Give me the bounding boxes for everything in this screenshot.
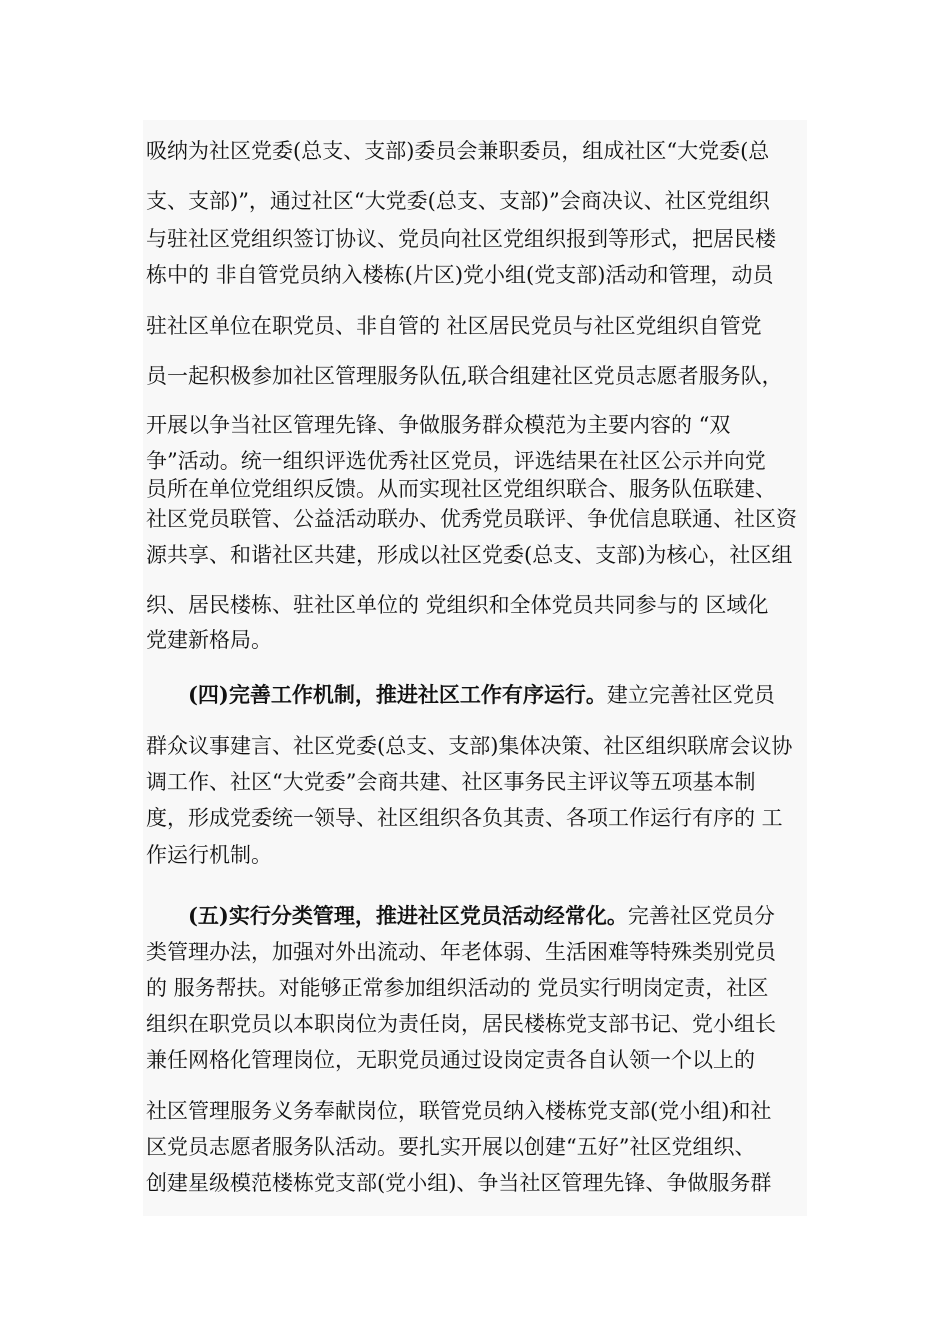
paragraph-line: 创建星级模范楼栋党支部(党小组)、争当社区管理先锋、争做服务群 xyxy=(146,1171,772,1195)
paragraph-line: 社区管理服务义务奉献岗位，联管党员纳入楼栋党支部(党小组)和社 xyxy=(146,1099,772,1123)
paragraph-line: 区党员志愿者服务队活动。要扎实开展以创建“五好”社区党组织、 xyxy=(146,1135,756,1159)
section-5-text: 完善社区党员分 xyxy=(627,904,775,928)
section-5-first-line xyxy=(188,901,806,931)
paragraph-line: 源共享、和谐社区共建，形成以社区党委(总支、支部)为核心，社区组 xyxy=(146,543,793,567)
paragraph-line: 吸纳为社区党委(总支、支部)委员会兼职委员，组成社区“大党委(总 xyxy=(146,139,770,163)
paragraph-line: 驻社区单位在职党员、非自管的 社区居民党员与社区党组织自管党 xyxy=(146,314,762,338)
section-4-text: 建立完善社区党员 xyxy=(606,683,775,707)
paragraph-line: 作运行机制。 xyxy=(146,843,272,867)
paragraph-line: 织、居民楼栋、驻社区单位的 党组织和全体党员共同参与的 区域化 xyxy=(146,593,769,617)
paragraph-line: 度，形成党委统一领导、社区组织各负其责、各项工作运行有序的 工 xyxy=(146,806,783,830)
paragraph-line: 争”活动。统一组织评选优秀社区党员，评选结果在社区公示并向党 xyxy=(146,449,766,473)
paragraph-line: 社区党员联管、公益活动联办、优秀党员联评、争优信息联通、社区资 xyxy=(146,507,797,531)
section-5-heading: (五)实行分类管理，推进社区党员活动经常化。 xyxy=(188,903,628,928)
paragraph-line: 支、支部)”，通过社区“大党委(总支、支部)”会商决议、社区党组织 xyxy=(146,189,770,213)
paragraph-line: 群众议事建言、社区党委(总支、支部)集体决策、社区组织联席会议协 xyxy=(146,734,793,758)
paragraph-line: 与驻社区党组织签订协议、党员向社区党组织报到等形式，把居民楼 xyxy=(146,227,776,251)
paragraph-line: 兼任网格化管理岗位，无职党员通过设岗定责各自认领一个以上的 xyxy=(146,1048,755,1072)
paragraph-line: 的 服务帮扶。对能够正常参加组织活动的 党员实行明岗定责，社区 xyxy=(146,976,769,1000)
paragraph-line: 党建新格局。 xyxy=(146,628,272,652)
paragraph-line: 栋中的 非自管党员纳入楼栋(片区)党小组(党支部)活动和管理，动员 xyxy=(146,263,774,287)
section-4-heading: (四)完善工作机制，推进社区工作有序运行。 xyxy=(188,682,607,707)
section-4-first-line xyxy=(188,680,806,710)
paragraph-line: 员所在单位党组织反馈。从而实现社区党组织联合、服务队伍联建、 xyxy=(146,477,776,501)
paragraph-line: 员一起积极参加社区管理服务队伍,联合组建社区党员志愿者服务队， xyxy=(146,364,783,388)
paragraph-line: 开展以争当社区管理先锋、争做服务群众模范为主要内容的 “双 xyxy=(146,413,731,437)
paragraph-line: 类管理办法，加强对外出流动、年老体弱、生活困难等特殊类别党员 xyxy=(146,940,776,964)
paragraph-line: 组织在职党员以本职岗位为责任岗，居民楼栋党支部书记、党小组长 xyxy=(146,1012,776,1036)
paragraph-line: 调工作、社区“大党委”会商共建、社区事务民主评议等五项基本制 xyxy=(146,770,756,794)
